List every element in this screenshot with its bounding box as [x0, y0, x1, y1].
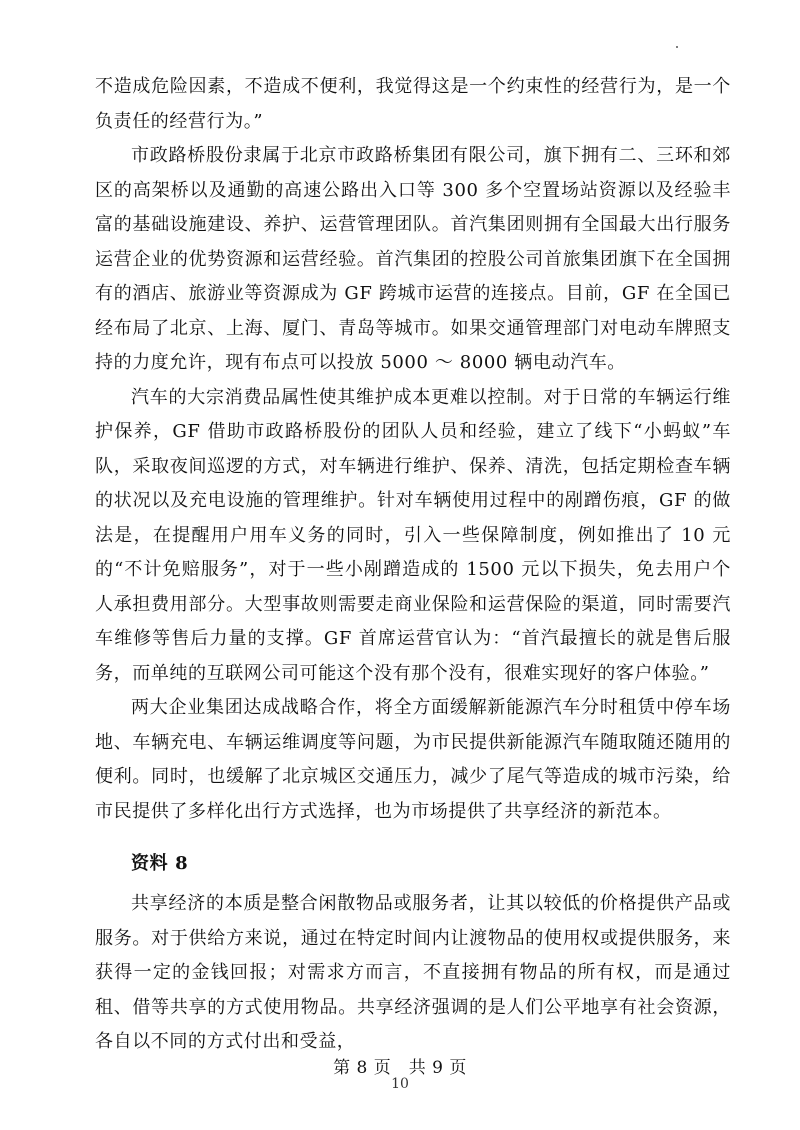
paragraph-maintenance: 汽车的大宗消费品属性使其维护成本更难以控制。对于日常的车辆运行维护保养，GF 借助市政路桥股份的团队人员和经验，建立了线下“小蚂蚁”车队，采取夜间巡逻的方式，对车辆进行维护、保养、清洗，包括定期检查车辆的状况以及充电设施的管理维护。针对车辆使用过程中的剐蹭伤痕，GF 的做法是，在提醒用户用车义务的同时，引入一些保障制度，例如推出了 10 元的“不计免赔服务”，对于一些小剐蹭造成的 1500 元以下损失，免去用户个人承担费用部分。大型事故则需要走商业保险和运营保险的渠道，同时需要汽车维修等售后力量的支撑。GF 首席运营官认为：“首汽最擅长的就是售后服务，而单纯的互联网公司可能这个没有那个没有，很难实现好的客户体验。”: [95, 386, 731, 684]
paragraph-road-bridge: 市政路桥股份隶属于北京市政路桥集团有限公司，旗下拥有二、三环和郊区的高架桥以及通勤的高速公路出入口等 300 多个空置场站资源以及经验丰富的基础设施建设、养护、运营管理团队。首汽集团则拥有全国最大出行服务运营企业的优势资源和运营经验。首汽集团的控股公司首旅集团旗下在全国拥有的酒店、旅游业等资源成为 GF 跨城市运营的连接点。目前，GF 在全国已经布局了北京、上海、厦门、青岛等城市。如果交通管理部门对电动车牌照支持的力度允许，现有布点可以投放 5000 ～ 8000 辆电动汽车。: [95, 145, 731, 373]
page-footer-label: 第 8 页 共 9 页: [333, 1058, 467, 1078]
paragraph-cooperation: 两大企业集团达成战略合作，将全方面缓解新能源汽车分时租赁中停车场地、车辆充电、车辆运维调度等问题，为市民提供新能源汽车随取随还随用的便利。同时，也缓解了北京城区交通压力，减少了尾气等造成的城市污染，给市民提供了多样化出行方式选择，也为市场提供了共享经济的新范本。: [95, 697, 731, 822]
page-footer-number: 10: [391, 1076, 409, 1092]
body-text: [95, 70, 731, 1060]
scan-speck: [676, 46, 678, 48]
section-heading-material-8: 资料 8: [131, 853, 189, 874]
paragraph-continuation: 不造成危险因素，不造成不便利，我觉得这是一个约束性的经营行为，是一个负责任的经营行为。”: [95, 76, 731, 132]
paragraph-sharing-economy: 共享经济的本质是整合闲散物品或服务者，让其以较低的价格提供产品或服务。对于供给方来说，通过在特定时间内让渡物品的使用权或提供服务，来获得一定的金钱回报；对需求方而言，不直接拥有物品的所有权，而是通过租、借等共享的方式使用物品。共享经济强调的是人们公平地享有社会资源，各自以不同的方式付出和受益，: [95, 893, 731, 1052]
